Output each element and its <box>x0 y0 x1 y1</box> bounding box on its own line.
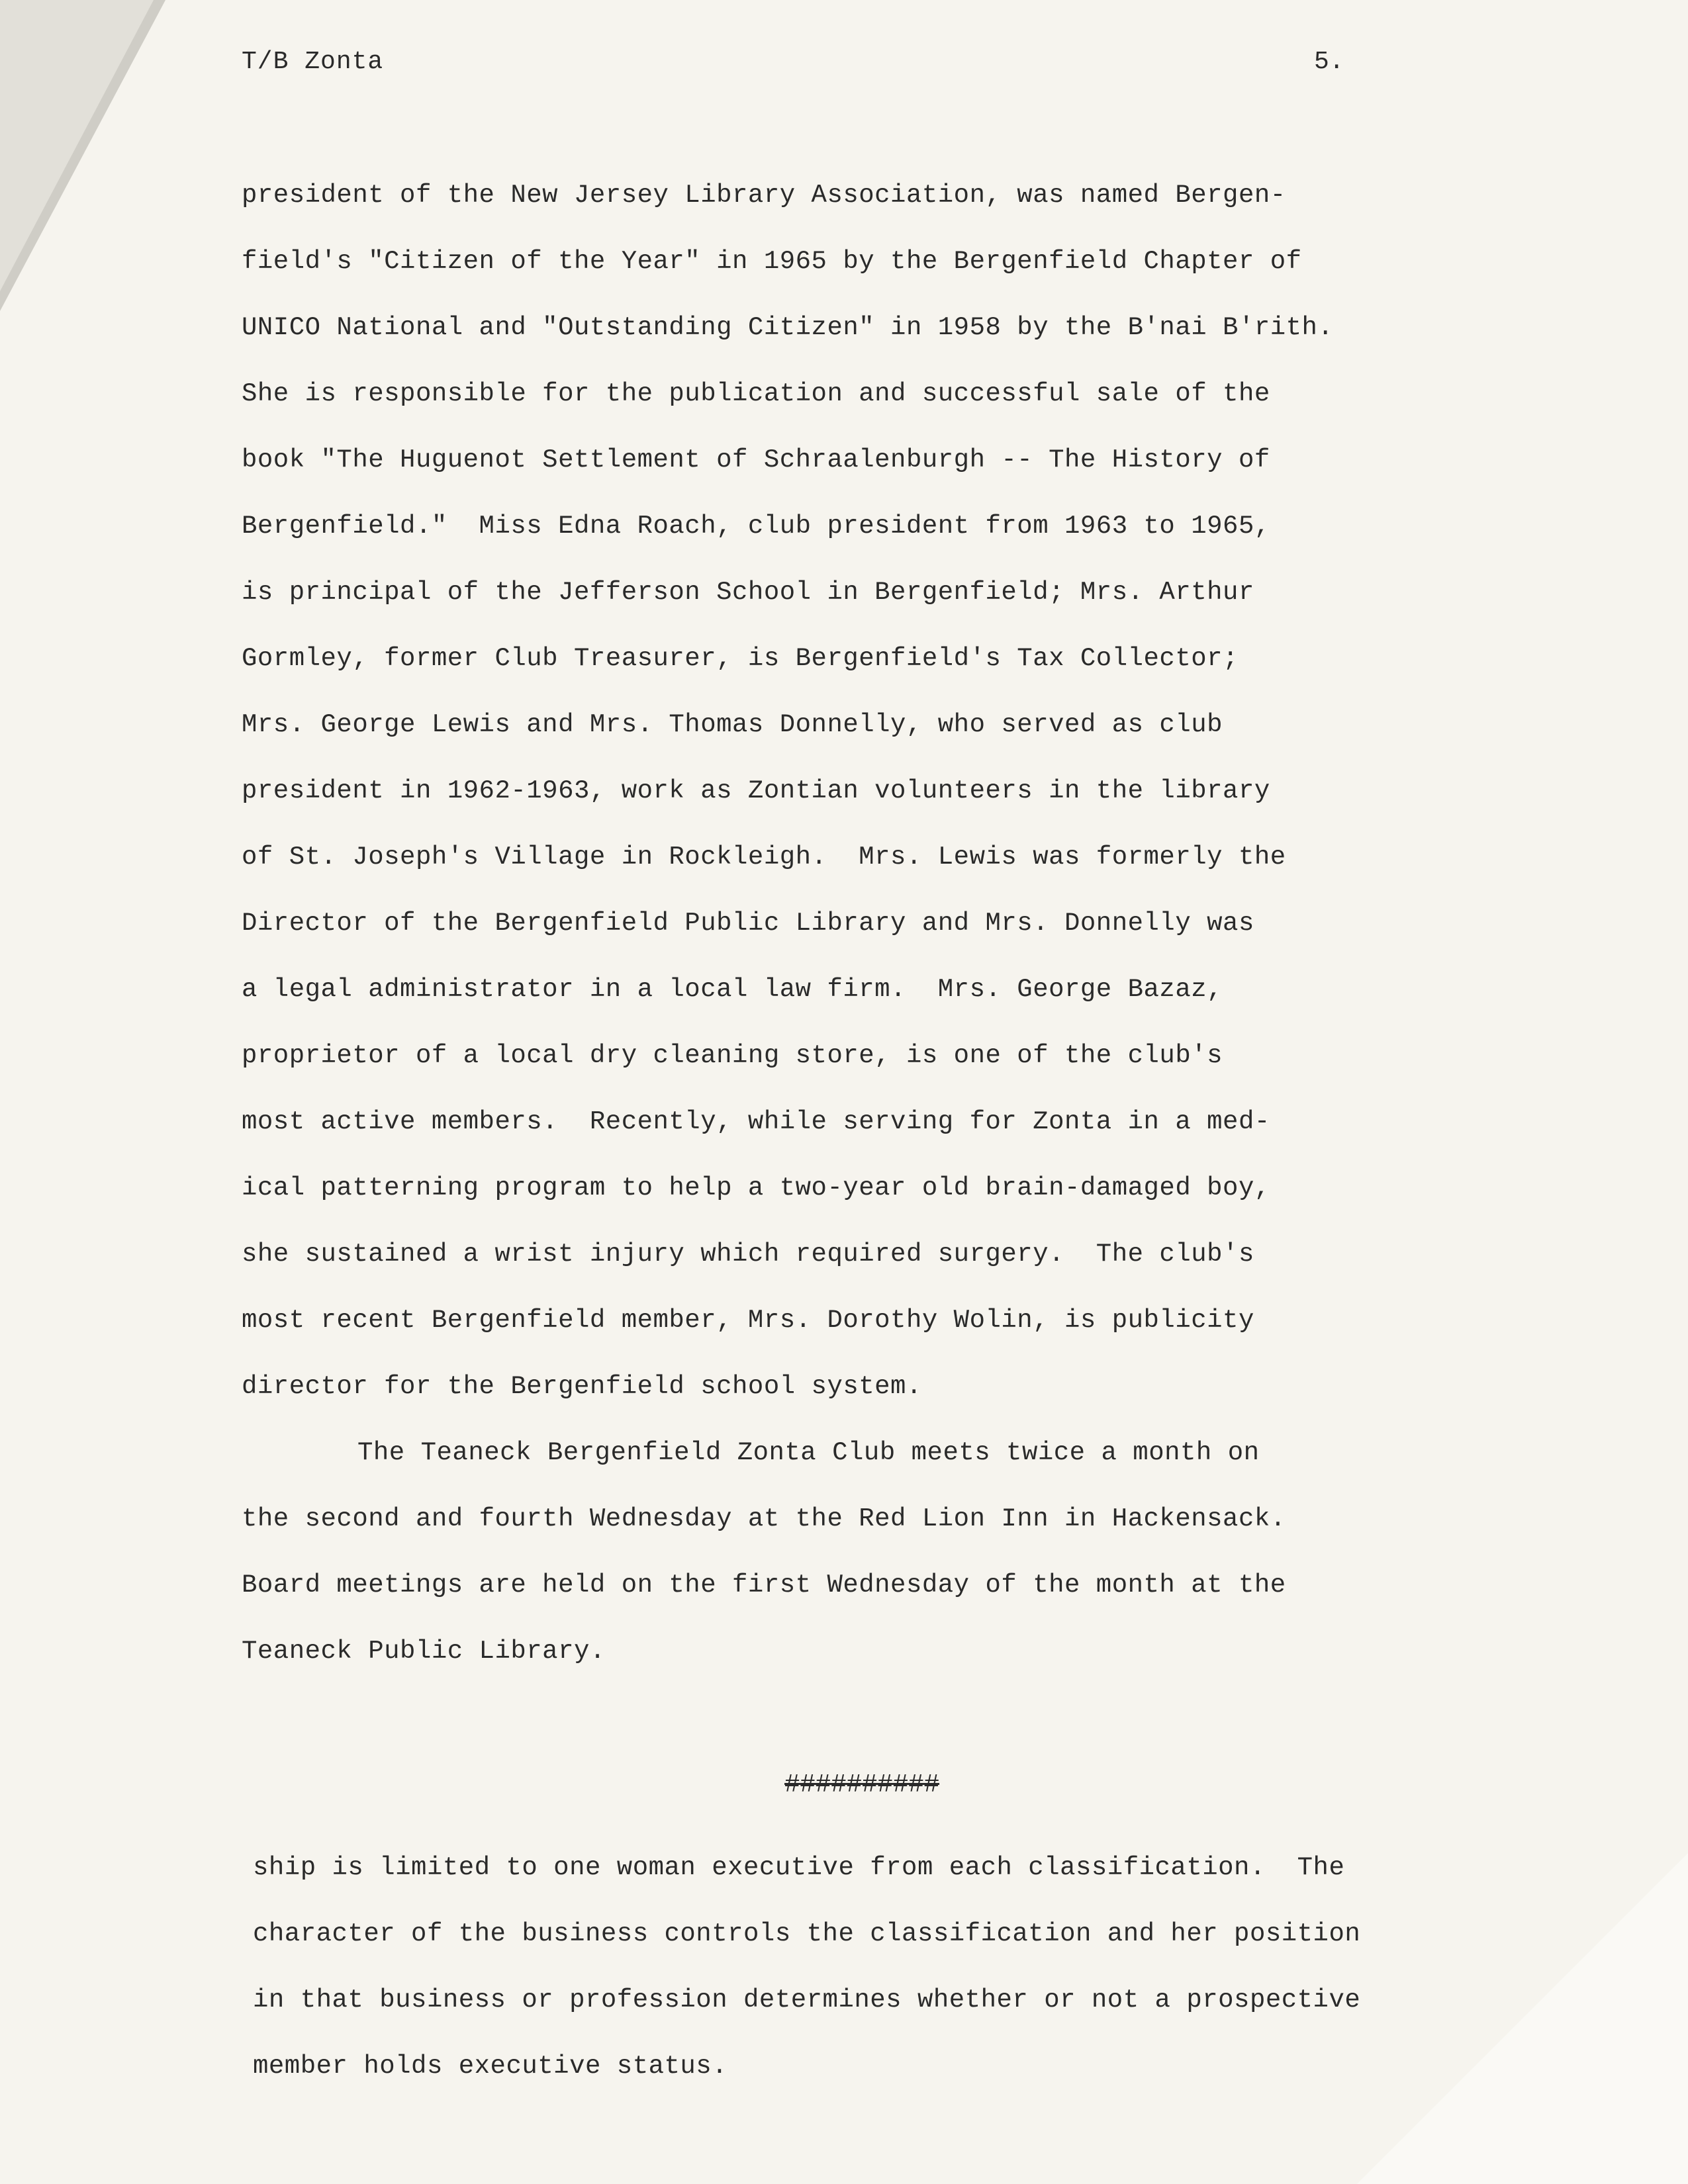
body-line: She is responsible for the publication and successful sale of the <box>242 379 1270 408</box>
tail-line: member holds executive status. <box>253 2052 728 2081</box>
body-line: field's "Citizen of the Year" in 1965 by the Bergenfield Chapter of <box>242 247 1302 276</box>
body-line: Bergenfield." Miss Edna Roach, club president from 1963 to 1965, <box>242 512 1270 541</box>
pasted-text-block <box>253 1848 1444 2113</box>
body-line-paragraph-start: The Teaneck Bergenfield Zonta Club meets twice a month on <box>357 1438 1260 1467</box>
body-line: most recent Bergenfield member, Mrs. Dorothy Wolin, is publicity <box>242 1306 1254 1335</box>
tail-line: character of the business controls the classification and her position <box>253 1919 1361 1948</box>
body-line: is principal of the Jefferson School in Bergenfield; Mrs. Arthur <box>242 578 1254 607</box>
body-line: president in 1962-1963, work as Zontian volunteers in the library <box>242 776 1270 805</box>
folded-corner-top-left-inner <box>0 0 154 291</box>
body-line: proprietor of a local dry cleaning store, is one of the club's <box>242 1041 1223 1070</box>
tail-line: ship is limited to one woman executive from each classification. The <box>253 1853 1345 1882</box>
body-text <box>242 175 1433 1698</box>
body-line: a legal administrator in a local law firm. Mrs. George Bazaz, <box>242 975 1223 1004</box>
body-line: ical patterning program to help a two-year old brain-damaged boy, <box>242 1173 1270 1203</box>
body-line: Director of the Bergenfield Public Library and Mrs. Donnelly was <box>242 909 1254 938</box>
section-separator: ########## <box>784 1770 940 1799</box>
body-line: most active members. Recently, while serving for Zonta in a med- <box>242 1107 1270 1136</box>
body-line: UNICO National and "Outstanding Citizen" in 1958 by the B'nai B'rith. <box>242 313 1334 342</box>
body-line: director for the Bergenfield school system. <box>242 1372 922 1401</box>
page-number: 5. <box>1314 48 1344 76</box>
body-line: president of the New Jersey Library Association, was named Bergen- <box>242 181 1286 210</box>
body-line: Mrs. George Lewis and Mrs. Thomas Donnelly, who served as club <box>242 710 1223 739</box>
body-line: Gormley, former Club Treasurer, is Bergenfield's Tax Collector; <box>242 644 1239 673</box>
body-line: the second and fourth Wednesday at the Red Lion Inn in Hackensack. <box>242 1504 1286 1533</box>
body-line: of St. Joseph's Village in Rockleigh. Mrs. Lewis was formerly the <box>242 842 1286 872</box>
body-line: Teaneck Public Library. <box>242 1637 606 1666</box>
page-header-title: T/B Zonta <box>242 48 384 76</box>
body-line: she sustained a wrist injury which required surgery. The club's <box>242 1240 1254 1269</box>
body-line: book "The Huguenot Settlement of Schraalenburgh -- The History of <box>242 445 1270 475</box>
tail-line: in that business or profession determines whether or not a prospective <box>253 1985 1361 2015</box>
body-line: Board meetings are held on the first Wednesday of the month at the <box>242 1570 1286 1600</box>
